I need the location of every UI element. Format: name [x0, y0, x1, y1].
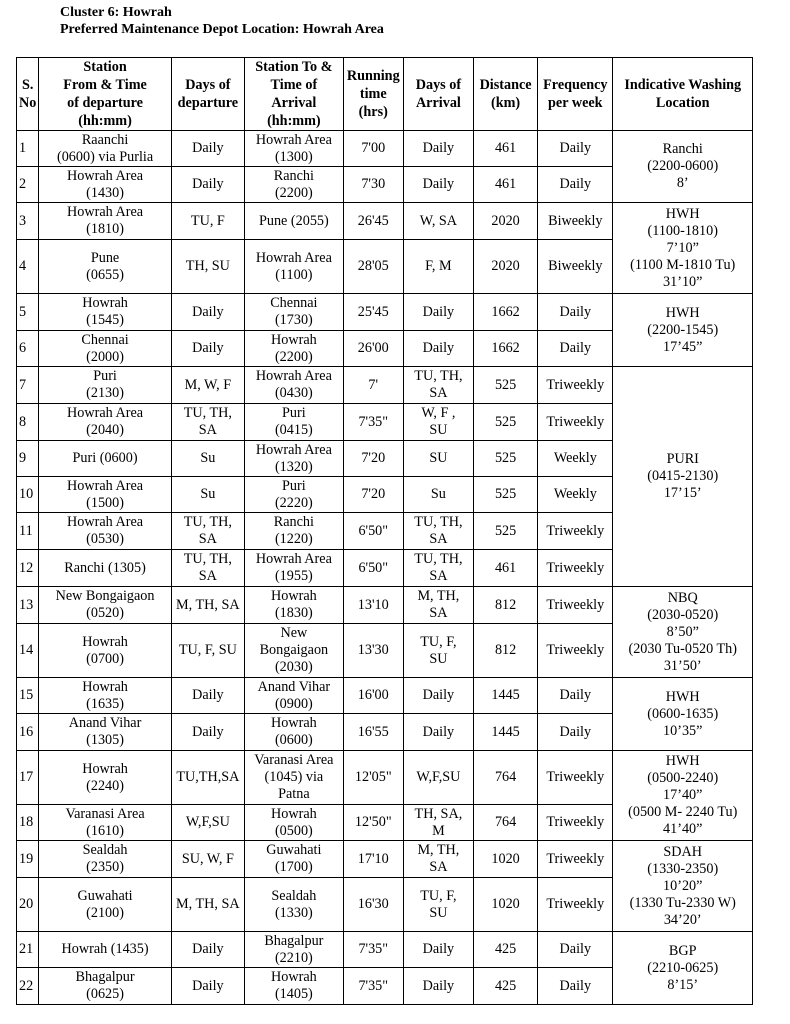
cell-dep-days: TU, F [171, 203, 244, 240]
cell-sn: 18 [17, 805, 39, 841]
cell-running-time: 12'05" [343, 751, 403, 805]
cell-sn: 13 [17, 587, 39, 624]
cell-to-station: Howrah (1830) [245, 587, 344, 624]
cell-from-station: Puri (0600) [39, 441, 171, 477]
cell-washing-location: HWH (2200-1545) 17’45” [613, 294, 753, 367]
cell-frequency: Triweekly [538, 878, 613, 932]
cell-running-time: 7' [343, 367, 403, 404]
cell-dep-days: Daily [171, 167, 244, 203]
cell-running-time: 13'10 [343, 587, 403, 624]
cell-frequency: Weekly [538, 441, 613, 477]
cell-to-station: Howrah Area (1320) [245, 441, 344, 477]
cell-to-station: Howrah Area (1955) [245, 550, 344, 587]
cell-to-station: Guwahati (1700) [245, 841, 344, 878]
cell-sn: 5 [17, 294, 39, 331]
cell-distance: 461 [474, 550, 538, 587]
cell-running-time: 13'30 [343, 624, 403, 678]
cell-arr-days: Daily [403, 294, 473, 331]
cell-running-time: 12'50" [343, 805, 403, 841]
cell-sn: 14 [17, 624, 39, 678]
cell-dep-days: TU,TH,SA [171, 751, 244, 805]
cell-from-station: Chennai (2000) [39, 331, 171, 367]
cell-from-station: Sealdah (2350) [39, 841, 171, 878]
table-row [17, 131, 753, 167]
cell-to-station: Varanasi Area (1045) via Patna [245, 751, 344, 805]
col-header-running-time: Running time (hrs) [343, 58, 403, 131]
cell-dep-days: Daily [171, 131, 244, 167]
cell-arr-days: TH, SA, M [403, 805, 473, 841]
cell-arr-days: TU, F, SU [403, 878, 473, 932]
cell-frequency: Triweekly [538, 550, 613, 587]
cell-to-station: Howrah Area (1100) [245, 240, 344, 294]
cell-arr-days: Su [403, 477, 473, 513]
cell-dep-days: TU, F, SU [171, 624, 244, 678]
cell-running-time: 7'35" [343, 968, 403, 1005]
cell-sn: 3 [17, 203, 39, 240]
cell-arr-days: TU, TH, SA [403, 367, 473, 404]
cell-from-station: Howrah (1635) [39, 678, 171, 714]
cell-sn: 12 [17, 550, 39, 587]
cell-arr-days: W,F,SU [403, 751, 473, 805]
cell-sn: 16 [17, 714, 39, 751]
cell-distance: 1445 [474, 714, 538, 751]
cell-distance: 461 [474, 131, 538, 167]
cell-washing-location: HWH (0600-1635) 10’35” [613, 678, 753, 751]
cell-running-time: 7'35" [343, 932, 403, 968]
cell-running-time: 17'10 [343, 841, 403, 878]
cell-running-time: 28'05 [343, 240, 403, 294]
cell-to-station: Howrah (0500) [245, 805, 344, 841]
cell-running-time: 7'30 [343, 167, 403, 203]
cell-sn: 1 [17, 131, 39, 167]
cell-arr-days: M, TH, SA [403, 841, 473, 878]
cell-dep-days: M, W, F [171, 367, 244, 404]
cell-frequency: Daily [538, 968, 613, 1005]
cell-frequency: Triweekly [538, 751, 613, 805]
cell-distance: 1662 [474, 294, 538, 331]
cell-frequency: Triweekly [538, 513, 613, 550]
col-header-from: Station From & Time of departure (hh:mm) [39, 58, 171, 131]
cell-distance: 1020 [474, 878, 538, 932]
cell-running-time: 6'50" [343, 513, 403, 550]
cell-dep-days: Su [171, 477, 244, 513]
cell-frequency: Biweekly [538, 240, 613, 294]
cell-to-station: Howrah Area (1300) [245, 131, 344, 167]
table-row [17, 932, 753, 968]
page-header [60, 4, 384, 38]
col-header-dep-days: Days of departure [171, 58, 244, 131]
cell-frequency: Triweekly [538, 404, 613, 441]
table-row [17, 587, 753, 624]
table-row [17, 841, 753, 878]
cell-washing-location: SDAH (1330-2350) 10’20” (1330 Tu-2330 W) 34’20’ [613, 841, 753, 932]
cell-sn: 2 [17, 167, 39, 203]
cell-frequency: Weekly [538, 477, 613, 513]
cell-distance: 525 [474, 441, 538, 477]
cell-distance: 812 [474, 624, 538, 678]
cell-arr-days: TU, TH, SA [403, 513, 473, 550]
cell-running-time: 16'00 [343, 678, 403, 714]
cell-sn: 17 [17, 751, 39, 805]
cell-sn: 22 [17, 968, 39, 1005]
cell-distance: 525 [474, 367, 538, 404]
cell-running-time: 7'35" [343, 404, 403, 441]
table-row [17, 294, 753, 331]
cell-to-station: Howrah Area (0430) [245, 367, 344, 404]
cell-to-station: Howrah (0600) [245, 714, 344, 751]
cell-dep-days: TH, SU [171, 240, 244, 294]
cell-frequency: Daily [538, 131, 613, 167]
col-header-to: Station To & Time of Arrival (hh:mm) [245, 58, 344, 131]
cell-from-station: Varanasi Area (1610) [39, 805, 171, 841]
cell-frequency: Daily [538, 932, 613, 968]
cell-arr-days: M, TH, SA [403, 587, 473, 624]
cell-from-station: Pune (0655) [39, 240, 171, 294]
cell-sn: 7 [17, 367, 39, 404]
cell-distance: 764 [474, 805, 538, 841]
cell-arr-days: W, F , SU [403, 404, 473, 441]
cell-distance: 764 [474, 751, 538, 805]
col-header-arr-days: Days of Arrival [403, 58, 473, 131]
col-header-washing: Indicative Washing Location [613, 58, 753, 131]
cell-from-station: Ranchi (1305) [39, 550, 171, 587]
cell-dep-days: TU, TH, SA [171, 513, 244, 550]
cell-dep-days: SU, W, F [171, 841, 244, 878]
cell-frequency: Daily [538, 714, 613, 751]
cluster-title: Cluster 6: Howrah [60, 5, 172, 20]
cell-distance: 525 [474, 477, 538, 513]
cell-washing-location: PURI (0415-2130) 17’15’ [613, 367, 753, 587]
table-row [17, 367, 753, 404]
cell-sn: 4 [17, 240, 39, 294]
cell-distance: 1445 [474, 678, 538, 714]
cell-from-station: Howrah Area (0530) [39, 513, 171, 550]
table-row [17, 203, 753, 240]
schedule-table [16, 57, 753, 1005]
table-row [17, 751, 753, 805]
cell-washing-location: HWH (0500-2240) 17’40” (0500 M- 2240 Tu) 41’40” [613, 751, 753, 841]
cell-distance: 425 [474, 968, 538, 1005]
cell-arr-days: Daily [403, 932, 473, 968]
cell-running-time: 7'00 [343, 131, 403, 167]
cell-from-station: New Bongaigaon (0520) [39, 587, 171, 624]
cell-washing-location: Ranchi (2200-0600) 8’ [613, 131, 753, 203]
cell-arr-days: Daily [403, 968, 473, 1005]
cell-sn: 11 [17, 513, 39, 550]
cell-from-station: Howrah Area (1500) [39, 477, 171, 513]
cell-frequency: Biweekly [538, 203, 613, 240]
cell-dep-days: Daily [171, 678, 244, 714]
cell-dep-days: M, TH, SA [171, 878, 244, 932]
cell-running-time: 7'20 [343, 477, 403, 513]
cell-frequency: Triweekly [538, 624, 613, 678]
cell-dep-days: Daily [171, 968, 244, 1005]
cell-distance: 525 [474, 513, 538, 550]
cell-dep-days: W,F,SU [171, 805, 244, 841]
cell-frequency: Daily [538, 294, 613, 331]
cell-to-station: Sealdah (1330) [245, 878, 344, 932]
cell-from-station: Anand Vihar (1305) [39, 714, 171, 751]
cell-from-station: Puri (2130) [39, 367, 171, 404]
cell-frequency: Triweekly [538, 367, 613, 404]
cell-to-station: Puri (0415) [245, 404, 344, 441]
cell-running-time: 25'45 [343, 294, 403, 331]
cell-frequency: Triweekly [538, 841, 613, 878]
cell-arr-days: Daily [403, 714, 473, 751]
cell-arr-days: Daily [403, 131, 473, 167]
cell-arr-days: F, M [403, 240, 473, 294]
cell-dep-days: Daily [171, 331, 244, 367]
col-header-sno: S. No [17, 58, 39, 131]
cell-frequency: Triweekly [538, 587, 613, 624]
cell-sn: 15 [17, 678, 39, 714]
cell-from-station: Howrah (1435) [39, 932, 171, 968]
cell-distance: 1020 [474, 841, 538, 878]
cell-to-station: Howrah (1405) [245, 968, 344, 1005]
cell-from-station: Howrah Area (2040) [39, 404, 171, 441]
cell-from-station: Bhagalpur (0625) [39, 968, 171, 1005]
cell-to-station: Pune (2055) [245, 203, 344, 240]
cell-from-station: Howrah (0700) [39, 624, 171, 678]
cell-running-time: 7'20 [343, 441, 403, 477]
cell-to-station: Howrah (2200) [245, 331, 344, 367]
table-row [17, 678, 753, 714]
cell-arr-days: Daily [403, 678, 473, 714]
cell-arr-days: Daily [403, 331, 473, 367]
cell-from-station: Howrah Area (1430) [39, 167, 171, 203]
cell-washing-location: HWH (1100-1810) 7’10” (1100 M-1810 Tu) 31’10” [613, 203, 753, 294]
cell-sn: 10 [17, 477, 39, 513]
cell-sn: 21 [17, 932, 39, 968]
cell-running-time: 16'55 [343, 714, 403, 751]
cell-arr-days: TU, F, SU [403, 624, 473, 678]
cell-dep-days: Daily [171, 714, 244, 751]
header-row [17, 58, 753, 131]
cell-sn: 9 [17, 441, 39, 477]
table-body [17, 131, 753, 1005]
cell-sn: 8 [17, 404, 39, 441]
cell-from-station: Guwahati (2100) [39, 878, 171, 932]
cell-from-station: Raanchi (0600) via Purlia [39, 131, 171, 167]
cell-running-time: 6'50" [343, 550, 403, 587]
cell-running-time: 16'30 [343, 878, 403, 932]
cell-to-station: Ranchi (2200) [245, 167, 344, 203]
cell-to-station: Ranchi (1220) [245, 513, 344, 550]
cell-distance: 2020 [474, 240, 538, 294]
cell-dep-days: Daily [171, 294, 244, 331]
cell-distance: 812 [474, 587, 538, 624]
cell-from-station: Howrah Area (1810) [39, 203, 171, 240]
col-header-frequency: Frequency per week [538, 58, 613, 131]
cell-to-station: Anand Vihar (0900) [245, 678, 344, 714]
cell-sn: 19 [17, 841, 39, 878]
cell-frequency: Daily [538, 167, 613, 203]
cell-distance: 461 [474, 167, 538, 203]
cell-sn: 6 [17, 331, 39, 367]
cell-distance: 425 [474, 932, 538, 968]
cell-running-time: 26'45 [343, 203, 403, 240]
cell-to-station: Puri (2220) [245, 477, 344, 513]
cell-dep-days: Su [171, 441, 244, 477]
cell-dep-days: TU, TH, SA [171, 404, 244, 441]
cell-distance: 2020 [474, 203, 538, 240]
cell-dep-days: Daily [171, 932, 244, 968]
cell-to-station: Bhagalpur (2210) [245, 932, 344, 968]
cell-arr-days: W, SA [403, 203, 473, 240]
cell-running-time: 26'00 [343, 331, 403, 367]
col-header-distance: Distance (km) [474, 58, 538, 131]
cell-frequency: Daily [538, 331, 613, 367]
cell-to-station: Chennai (1730) [245, 294, 344, 331]
cell-arr-days: TU, TH, SA [403, 550, 473, 587]
cell-distance: 1662 [474, 331, 538, 367]
cell-from-station: Howrah (1545) [39, 294, 171, 331]
cell-sn: 20 [17, 878, 39, 932]
cell-washing-location: NBQ (2030-0520) 8’50” (2030 Tu-0520 Th) 31’50’ [613, 587, 753, 678]
cell-arr-days: Daily [403, 167, 473, 203]
cell-dep-days: M, TH, SA [171, 587, 244, 624]
cell-frequency: Triweekly [538, 805, 613, 841]
cell-frequency: Daily [538, 678, 613, 714]
depot-location: Preferred Maintenance Depot Location: Howrah Area [60, 22, 384, 37]
cell-to-station: New Bongaigaon (2030) [245, 624, 344, 678]
cell-washing-location: BGP (2210-0625) 8’15’ [613, 932, 753, 1005]
cell-dep-days: TU, TH, SA [171, 550, 244, 587]
cell-from-station: Howrah (2240) [39, 751, 171, 805]
cell-distance: 525 [474, 404, 538, 441]
cell-arr-days: SU [403, 441, 473, 477]
